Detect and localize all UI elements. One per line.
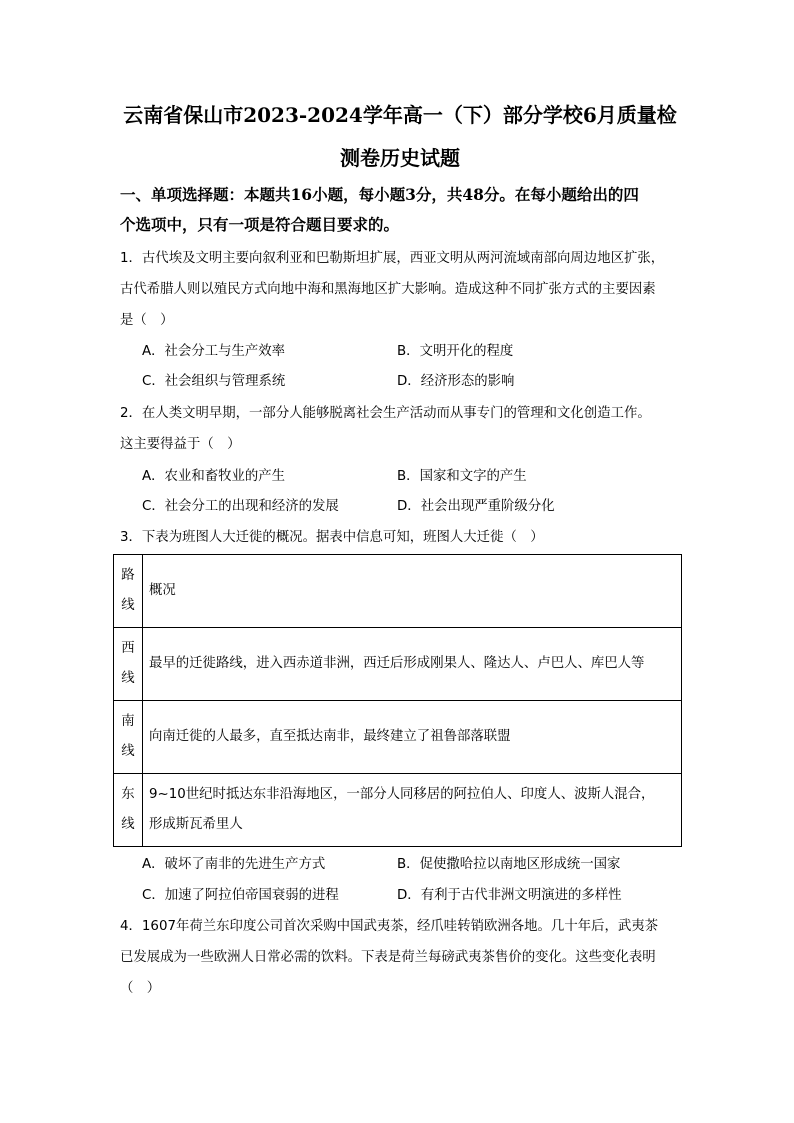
desc-text: 向南迁徙的人最多，直至抵达南非，最终建立了祖鲁部落联盟 bbox=[149, 729, 511, 744]
desc-text: 最早的迁徙路线，进入西赤道非洲，西迁后形成刚果人、隆达人、卢巴人、库巴人等 bbox=[149, 656, 645, 671]
q4-stem-line1: 4．1607年荷兰东印度公司首次采购中国武夷茶，经爪哇转销欧洲各地。几十年后，武夷茶 bbox=[120, 919, 659, 934]
q2-option-c[interactable]: C．社会分工的出现和经济的发展 bbox=[142, 499, 339, 514]
route-char: 线 bbox=[121, 744, 135, 759]
route-south bbox=[114, 701, 143, 774]
route-char: 线 bbox=[121, 598, 135, 613]
q3-option-d[interactable]: D．有利于古代非洲文明演进的多样性 bbox=[397, 888, 622, 903]
q2-stem-line2: 这主要得益于（ ） bbox=[120, 437, 241, 452]
migration-table bbox=[113, 554, 682, 847]
route-char: 路 bbox=[121, 568, 135, 583]
table-header-route bbox=[114, 555, 143, 628]
exam-title-line1: 云南省保山市2023-2024学年高一（下）部分学校6月质量检 bbox=[123, 103, 677, 127]
section-heading-line1: 一、单项选择题：本题共16小题，每小题3分，共48分。在每小题给出的四 bbox=[120, 185, 639, 204]
exam-title-line2: 测卷历史试题 bbox=[340, 146, 460, 170]
q1-option-c[interactable]: C．社会组织与管理系统 bbox=[142, 374, 286, 389]
route-char: 东 bbox=[121, 787, 135, 802]
q3-stem: 3．下表为班图人大迁徙的概况。据表中信息可知，班图人大迁徙（ ） bbox=[120, 530, 544, 545]
desc-south bbox=[143, 701, 682, 774]
route-char: 西 bbox=[121, 641, 135, 656]
q2-option-b[interactable]: B．国家和文字的产生 bbox=[397, 469, 527, 484]
q1-stem-line2: 古代希腊人则以殖民方式向地中海和黑海地区扩大影响。造成这种不同扩张方式的主要因素 bbox=[120, 282, 656, 297]
q1-option-a[interactable]: A．社会分工与生产效率 bbox=[142, 344, 286, 359]
table-row-west bbox=[114, 628, 682, 701]
desc-text: 形成斯瓦希里人 bbox=[149, 817, 243, 832]
q1-stem-line3: 是（ ） bbox=[120, 313, 174, 328]
route-char: 南 bbox=[121, 714, 135, 729]
q3-option-a[interactable]: A．破坏了南非的先进生产方式 bbox=[142, 857, 326, 872]
table-row-east bbox=[114, 774, 682, 847]
q2-option-a[interactable]: A．农业和畜牧业的产生 bbox=[142, 469, 286, 484]
route-east bbox=[114, 774, 143, 847]
desc-west bbox=[143, 628, 682, 701]
table-row-south bbox=[114, 701, 682, 774]
table-header-row bbox=[114, 555, 682, 628]
q1-stem-line1: 1．古代埃及文明主要向叙利亚和巴勒斯坦扩展，西亚文明从两河流域南部向周边地区扩张， bbox=[120, 251, 665, 266]
q4-stem-line3: （ ） bbox=[120, 981, 161, 996]
q2-stem-line1: 2．在人类文明早期，一部分人能够脱离社会生产活动而从事专门的管理和文化创造工作。 bbox=[120, 406, 651, 421]
q1-option-d[interactable]: D．经济形态的影响 bbox=[397, 374, 515, 389]
desc-east bbox=[143, 774, 682, 847]
table-header-desc: 概况 bbox=[143, 555, 682, 628]
route-char: 线 bbox=[121, 817, 135, 832]
desc-text: 9~10世纪时抵达东非沿海地区，一部分人同移居的阿拉伯人、印度人、波斯人混合， bbox=[149, 787, 655, 802]
route-west bbox=[114, 628, 143, 701]
route-char: 线 bbox=[121, 671, 135, 686]
q1-option-b[interactable]: B．文明开化的程度 bbox=[397, 344, 514, 359]
q2-option-d[interactable]: D．社会出现严重阶级分化 bbox=[397, 499, 555, 514]
section-heading-line2: 个选项中，只有一项是符合题目要求的。 bbox=[120, 215, 400, 234]
q4-stem-line2: 已发展成为一些欧洲人日常必需的饮料。下表是荷兰每磅武夷茶售价的变化。这些变化表明 bbox=[120, 950, 656, 965]
q3-option-b[interactable]: B．促使撒哈拉以南地区形成统一国家 bbox=[397, 857, 621, 872]
q3-option-c[interactable]: C．加速了阿拉伯帝国衰弱的进程 bbox=[142, 888, 339, 903]
